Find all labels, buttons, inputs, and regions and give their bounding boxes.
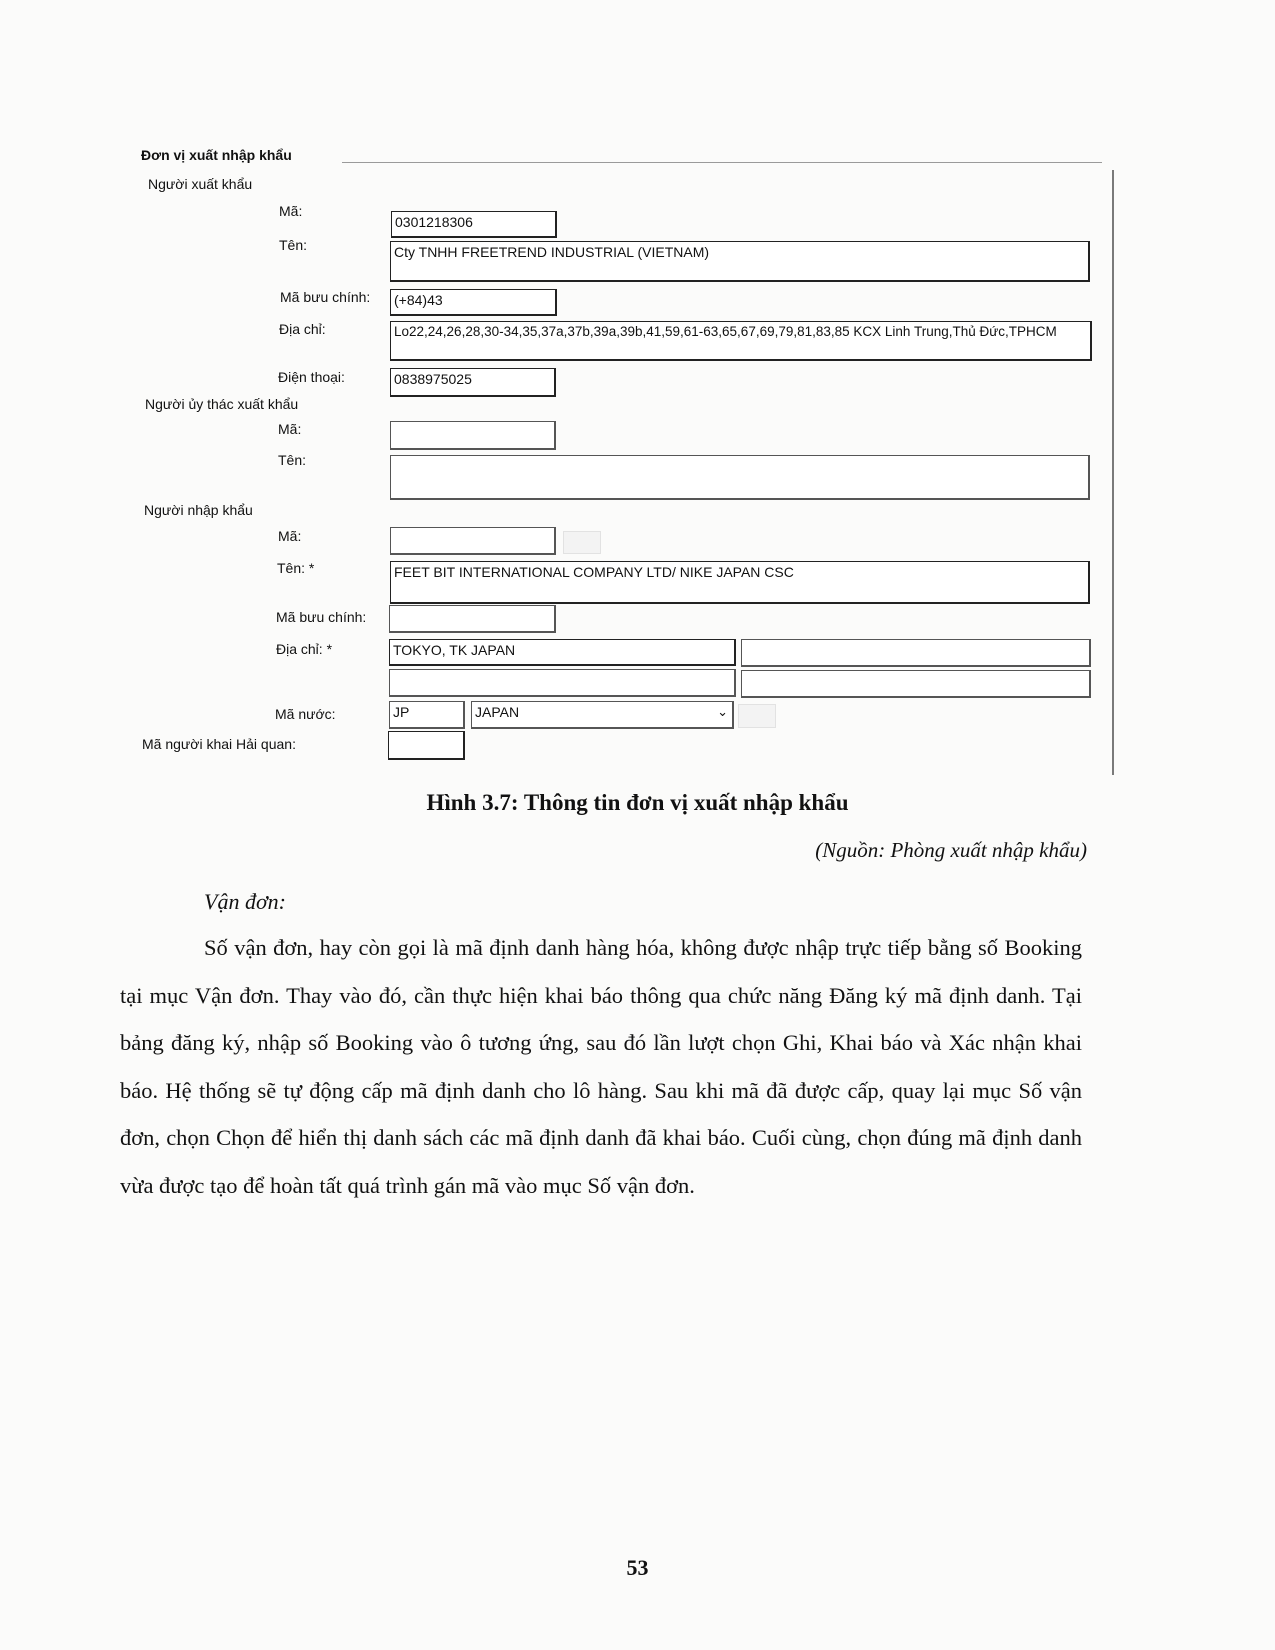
group-title: Đơn vị xuất nhập khẩu [141, 147, 292, 163]
importer-address-line2[interactable] [741, 639, 1091, 667]
importer-postal-field[interactable] [389, 605, 556, 633]
importer-code-label: Mã: [278, 528, 302, 544]
group-divider [342, 162, 1102, 163]
figure-caption: Hình 3.7: Thông tin đơn vị xuất nhập khẩu [426, 790, 849, 815]
importer-postal-label: Mã bưu chính: [276, 609, 367, 625]
importer-address-line3[interactable] [389, 669, 736, 697]
importer-country-name: JAPAN [475, 704, 520, 720]
consignor-section-title: Người ủy thác xuất khẩu [145, 396, 299, 412]
importer-code-lookup-button[interactable] [563, 531, 601, 554]
consignor-name-field[interactable] [390, 455, 1090, 500]
figure-source: (Nguồn: Phòng xuất nhập khẩu) [815, 838, 1087, 862]
importer-country-select[interactable] [471, 701, 734, 729]
importer-name-field[interactable]: FEET BIT INTERNATIONAL COMPANY LTD/ NIKE JAPAN CSC [390, 561, 1090, 604]
declarant-field[interactable] [388, 731, 465, 760]
exporter-postal-label: Mã bưu chính: [280, 289, 371, 305]
exporter-name-field[interactable]: Cty TNHH FREETREND INDUSTRIAL (VIETNAM) [390, 241, 1090, 282]
exporter-phone-label: Điện thoại: [278, 369, 345, 385]
exporter-name-label: Tên: [279, 237, 308, 253]
importer-country-label: Mã nước: [275, 706, 336, 722]
exporter-phone-field[interactable]: 0838975025 [390, 368, 556, 397]
importer-address-label: Địa chỉ: * [276, 641, 333, 657]
section-subheading: Vận đơn: [204, 889, 287, 914]
exporter-code-field[interactable]: 0301218306 [391, 211, 557, 238]
exporter-address-field[interactable]: Lo22,24,26,28,30-34,35,37a,37b,39a,39b,41,59,61-63,65,67,69,79,81,83,85 KCX Linh Trung,Thủ Đức,TPHCM [390, 321, 1092, 361]
panel-right-border [1112, 170, 1114, 775]
importer-country-code-field[interactable]: JP [389, 701, 465, 729]
consignor-code-label: Mã: [278, 421, 302, 437]
body-paragraph: Số vận đơn, hay còn gọi là mã định danh hàng hóa, không được nhập trực tiếp bằng số Booking tại mục Vận đơn. Thay vào đó, cần thực hiện khai báo thông qua chức năng Đăng ký mã định danh. Tại bảng đăng ký, nhập số Booking vào ô tương ứng, sau đó lần lượt chọn Ghi, Khai báo và Xác nhận khai báo. Hệ thống sẽ tự động cấp mã định danh cho lô hàng. Sau khi mã đã được cấp, quay lại mục Số vận đơn, chọn Chọn để hiển thị danh sách các mã định danh đã khai báo. Cuối cùng, chọn đúng mã định danh vừa được tạo để hoàn tất quá trình gán mã vào mục Số vận đơn. [120, 935, 1082, 1198]
form-screenshot [0, 0, 1275, 790]
importer-country-lookup-button[interactable] [738, 704, 776, 728]
declarant-label: Mã người khai Hải quan: [142, 736, 296, 752]
importer-code-field[interactable] [390, 527, 556, 555]
exporter-code-label: Mã: [279, 203, 303, 219]
exporter-address-label: Địa chỉ: [279, 321, 326, 337]
importer-address-line4[interactable] [741, 670, 1091, 698]
consignor-code-field[interactable] [390, 421, 556, 450]
exporter-postal-field[interactable]: (+84)43 [390, 289, 557, 316]
importer-section-title: Người nhập khẩu [144, 502, 253, 518]
importer-address-line1[interactable]: TOKYO, TK JAPAN [389, 639, 736, 666]
exporter-section-title: Người xuất khẩu [148, 176, 253, 192]
chevron-down-icon: ⌄ [717, 704, 728, 719]
consignor-name-label: Tên: [278, 452, 307, 468]
importer-name-label: Tên: * [277, 560, 315, 576]
page-number: 53 [626, 1555, 649, 1580]
